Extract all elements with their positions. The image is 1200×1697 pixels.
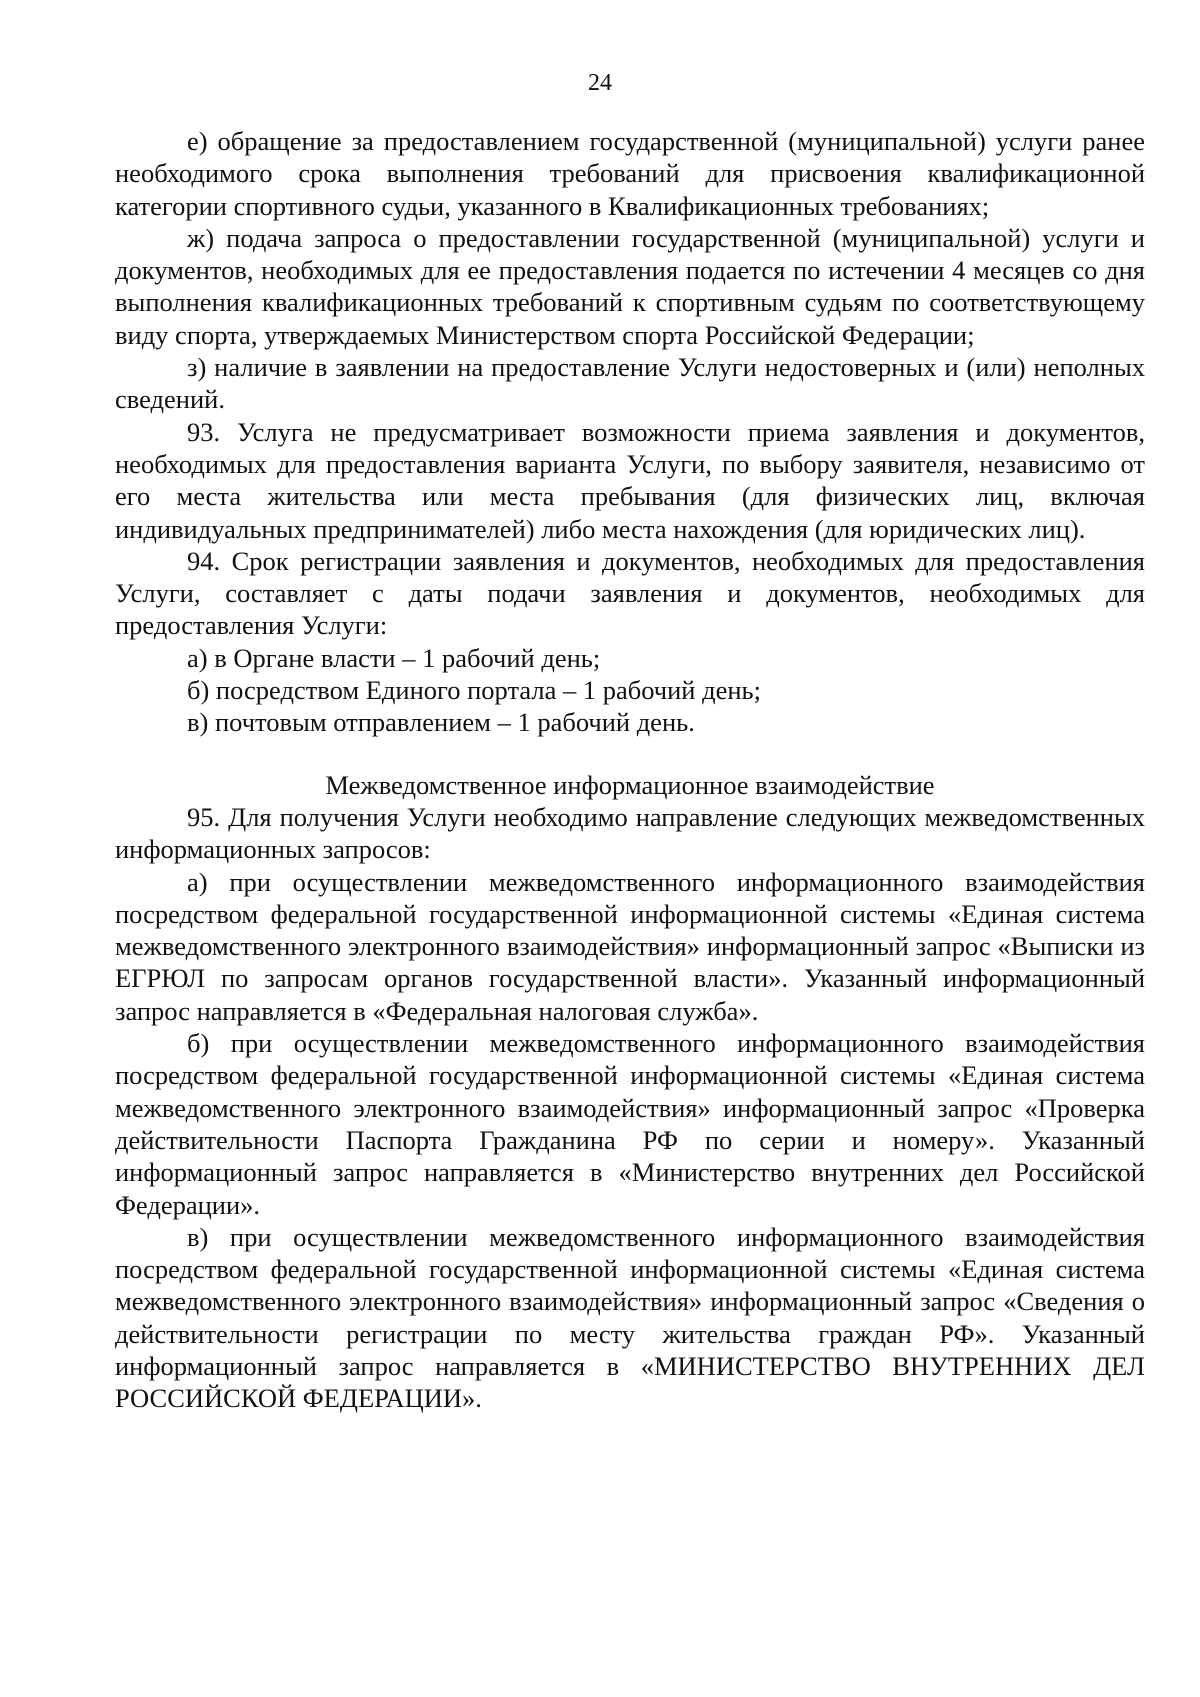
paragraph-95-item-b: б) при осуществлении межведомственного информационного взаимодействия посредством федеральной государственной информационной системы «Единая система межведомственного электронного взаимодействия» информационный запрос «Проверка действительности Паспорта Гражданина РФ по серии и номеру». Указанный информационный запрос направляется в «Министерство внутренних дел Российской Федерации». <box>115 1028 1145 1220</box>
paragraph-item-z: з) наличие в заявлении на предоставление Услуги недостоверных и (или) неполных сведений. <box>115 352 1145 415</box>
paragraph-94-item-b: б) посредством Единого портала – 1 рабочий день; <box>187 675 761 706</box>
page-number: 24 <box>588 70 612 96</box>
paragraph-95-item-a: а) при осуществлении межведомственного информационного взаимодействия посредством федеральной государственной информационной системы «Единая система межведомственного электронного взаимодействия» информационный запрос «Выписки из ЕГРЮЛ по запросам органов государственной власти». Указанный информационный запрос направляется в «Федеральная налоговая служба». <box>115 866 1145 1026</box>
paragraph-93: 93. Услуга не предусматривает возможности приема заявления и документов, необходимых для предоставления варианта Услуги, по выбору заявителя, независимо от его места жительства или места пребывания (для физических лиц, включая индивидуальных предпринимателей) либо места нахождения (для юридических лиц). <box>115 416 1145 544</box>
paragraph-item-e: е) обращение за предоставлением государственной (муниципальной) услуги ранее необходимого срока выполнения требований для присвоения квалификационной категории спортивного судьи, указанного в Квалификационных требованиях; <box>115 126 1145 221</box>
document-body <box>115 125 1145 1415</box>
paragraph-94-item-v: в) почтовым отправлением – 1 рабочий день. <box>187 707 695 738</box>
paragraph-95: 95. Для получения Услуги необходимо направление следующих межведомственных информационных запросов: <box>115 801 1145 865</box>
paragraph-95-item-v: в) при осуществлении межведомственного информационного взаимодействия посредством федеральной государственной информационной системы «Единая система межведомственного электронного взаимодействия» информационный запрос «Сведения о действительности регистрации по месту жительства граждан РФ». Указанный информационный запрос направляется в «МИНИСТЕРСТВО ВНУТРЕННИХ ДЕЛ РОССИЙСКОЙ ФЕДЕРАЦИИ». <box>115 1221 1145 1414</box>
paragraph-94-item-a: а) в Органе власти – 1 рабочий день; <box>187 642 601 673</box>
paragraph-94: 94. Срок регистрации заявления и документов, необходимых для предоставления Услуги, составляет с даты подачи заявления и документов, необходимых для предоставления Услуги: <box>115 545 1145 641</box>
section-heading: Межведомственное информационное взаимодействие <box>325 769 935 800</box>
paragraph-item-zh: ж) подача запроса о предоставлении государственной (муниципальной) услуги и документов, необходимых для ее предоставления подается по истечении 4 месяцев со дня выполнения квалификационных требований к спортивным судьям по соответствующему виду спорта, утверждаемых Министерством спорта Российской Федерации; <box>115 222 1145 350</box>
